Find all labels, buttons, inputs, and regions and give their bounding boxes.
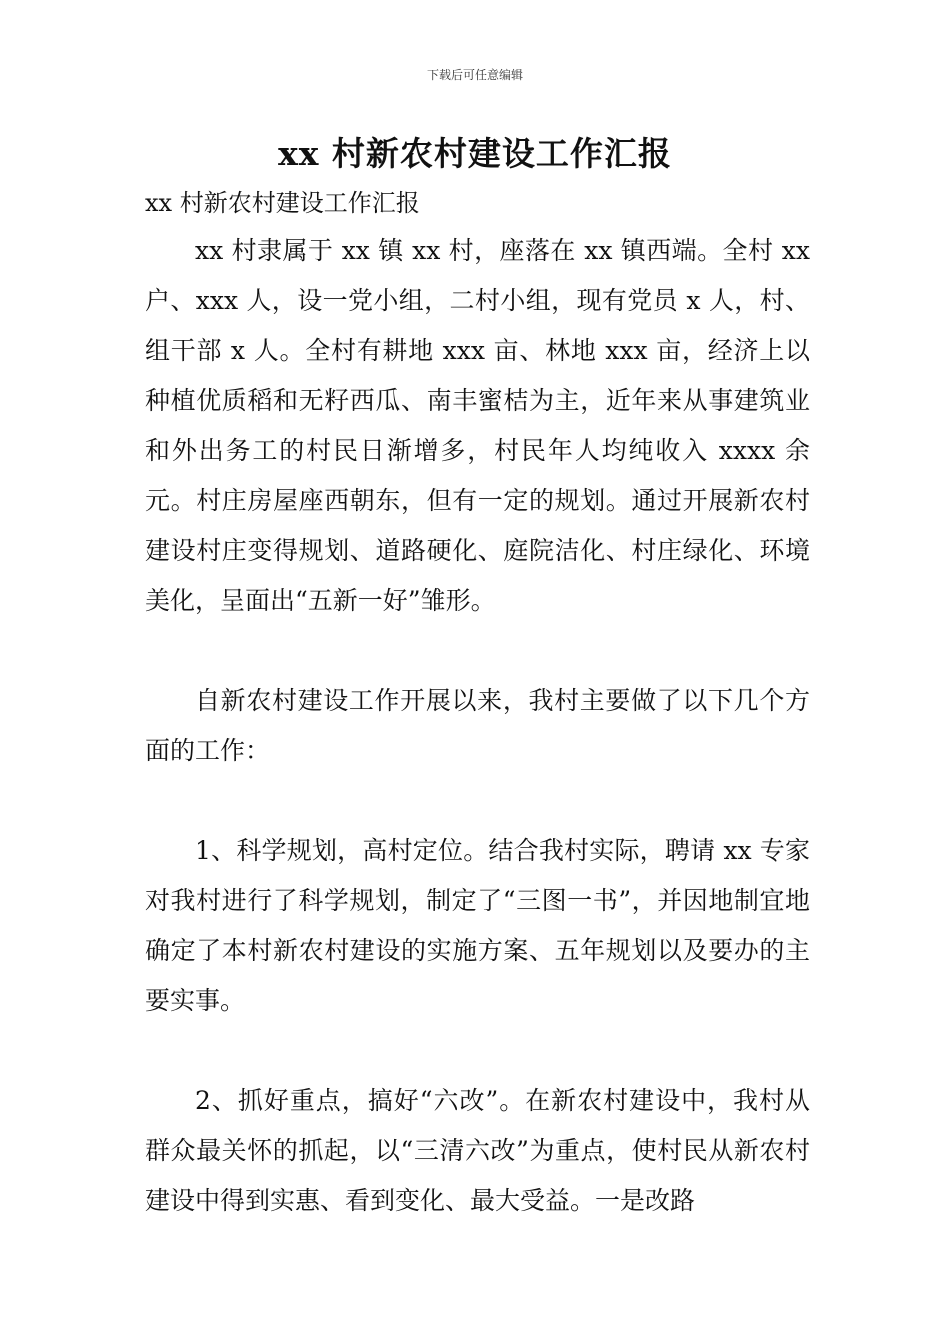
header-note: 下载后可任意编辑 — [426, 68, 523, 82]
paragraph-intro: xx 村隶属于 xx 镇 xx 村，座落在 xx 镇西端。全村 xx 户、xxx 人，设一党小组，二村小组，现有党员 x 人，村、组干部 x 人。全村有耕地 xxx 亩、林地 xxx 亩，经济上以种植优质稻和无籽西瓜、南丰蜜桔为主，近年来从事建筑业和外出务工的村民日渐增多，村民年人均纯收入 xxxx 余元。村庄房屋座西朝东，但有一定的规划。通过开展新农村建设村庄变得规划、道路硬化、庭院洁化、村庄绿化、环境美化，呈面出“五新一好”雏形。 — [145, 236, 810, 615]
document-body — [145, 226, 810, 1226]
paragraph-item-2: 2、抓好重点，搞好“六改”。在新农村建设中，我村从群众最关怀的抓起，以“三清六改”为重点，使村民从新农村建设中得到实惠、看到变化、最大受益。一是改路 — [145, 1086, 810, 1215]
paragraph-item-1: 1、科学规划，高村定位。结合我村实际，聘请 xx 专家对我村进行了科学规划，制定了“三图一书”，并因地制宜地确定了本村新农村建设的实施方案、五年规划以及要办的主要实事。 — [145, 836, 810, 1015]
document-title: xx 村新农村建设工作汇报 — [278, 134, 672, 173]
document-subtitle: xx 村新农村建设工作汇报 — [145, 189, 420, 217]
paragraph-overview: 自新农村建设工作开展以来，我村主要做了以下几个方面的工作： — [145, 686, 810, 765]
